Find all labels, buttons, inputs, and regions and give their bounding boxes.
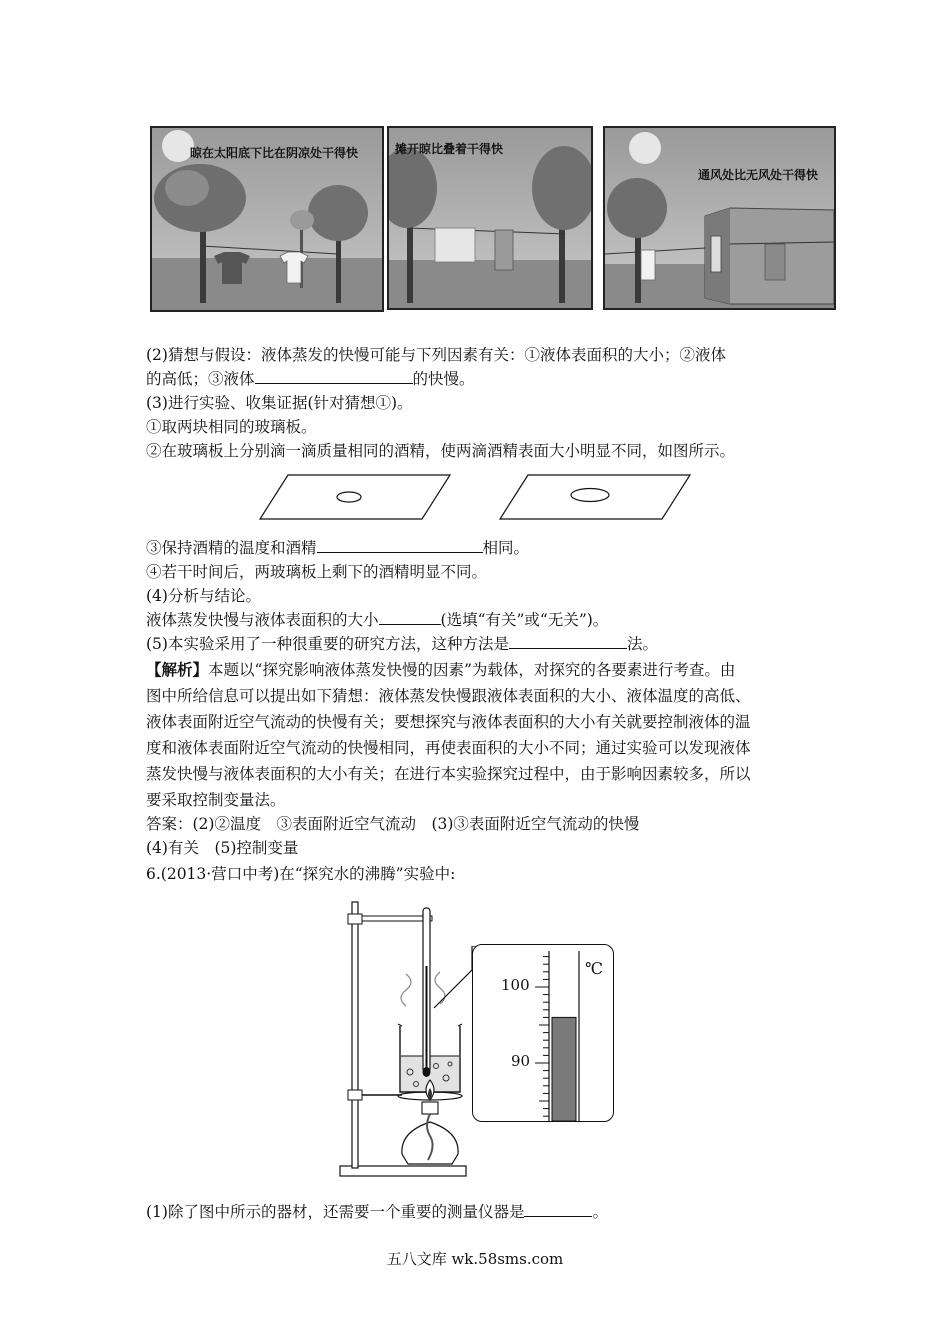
question-6-part-1: [146, 1200, 608, 1224]
hypothesis-line-2: [146, 367, 475, 391]
thermometer-tick-label-low: 90: [511, 1052, 531, 1070]
method-suffix: 法。: [626, 635, 658, 653]
question-6-part-1-prefix: (1)除了图中所示的器材，还需要一个重要的测量仪器是: [146, 1203, 525, 1221]
thermometer-unit: ℃: [585, 959, 603, 978]
step-3: [146, 536, 529, 560]
explanation-line-4: 度和液体表面附近空气流动的快慢相同，再使表面积的大小不同；通过实验可以发现液体: [146, 739, 751, 757]
glass-plates-figure: [258, 473, 698, 523]
stand-base: [340, 1166, 466, 1176]
panel-caption: 晾在太阳底下比在阴凉处干得快: [190, 146, 359, 160]
explanation-line-5: 蒸发快慢与液体表面积的大小有关；在进行本实验探究过程中，由于影响因素较多，所以: [146, 765, 751, 783]
explanation-text: 本题以“探究影响液体蒸发快慢的因素”为载体，对探究的各要素进行考查。由: [208, 661, 736, 679]
thermometer-scale-box: [472, 944, 614, 1122]
panel-windy-vs-still: [603, 126, 836, 310]
answer-blank-air-flow[interactable]: [317, 536, 483, 553]
answer-line-1: 答案：(2)②温度 ③表面附近空气流动 (3)③表面附近空气流动的快慢: [146, 815, 640, 833]
footer-watermark: 五八文库 wk.58sms.com: [386, 1250, 564, 1268]
panel-sun-vs-shade: [150, 126, 384, 312]
question-6-part-1-suffix: 。: [592, 1203, 608, 1221]
panel-caption: 通风处比无风处干得快: [698, 168, 819, 182]
alcohol-drop-small: [337, 492, 361, 502]
thermometer-clamp: [362, 916, 432, 921]
liquid-column: [552, 1017, 576, 1121]
panel-caption: 摊开晾比叠着干得快: [395, 142, 504, 156]
answer-blank-instrument[interactable]: [524, 1200, 592, 1217]
answer-blank-related[interactable]: [379, 608, 441, 625]
step-4: ④若干时间后，两玻璃板上剩下的酒精明显不同。: [146, 563, 488, 581]
conclusion-line: [146, 608, 608, 632]
answer-line-2: (4)有关 (5)控制变量: [146, 839, 299, 857]
step-3-prefix: ③保持酒精的温度和酒精: [146, 539, 317, 557]
explanation-line-1: [146, 658, 735, 682]
explanation-line-2: 图中所给信息可以提出如下猜想：液体蒸发快慢跟液体表面积的大小、液体温度的高低、: [146, 687, 751, 705]
alcohol-drop-large: [571, 489, 609, 502]
hypothesis-line-2-prefix: 的高低；③液体: [146, 370, 255, 388]
panel-windy-vs-still-illustration: [605, 128, 834, 308]
step-1: ①取两块相同的玻璃板。: [146, 418, 317, 436]
method-prefix: (5)本实验采用了一种很重要的研究方法，这种方法是: [146, 635, 509, 653]
sun-icon: [629, 132, 661, 164]
stand-rod: [352, 902, 358, 1168]
hypothesis-line-1: (2)猜想与假设：液体蒸发的快慢可能与下列因素有关：①液体表面积的大小；②液体: [146, 346, 726, 364]
boiling-apparatus-figure: [336, 896, 476, 1186]
conclusion-prefix: 液体蒸发快慢与液体表面积的大小: [146, 611, 379, 629]
step-3-suffix: 相同。: [482, 539, 530, 557]
glass-plate-large-drop: [500, 475, 690, 519]
method-line: [146, 632, 658, 656]
question-6-title: 6.(2013·营口中考)在“探究水的沸腾”实验中:: [146, 865, 456, 883]
answer-blank-method[interactable]: [509, 632, 627, 649]
panel-spread-vs-folded: [387, 126, 593, 310]
thermometer-tick-label-high: 100: [501, 976, 530, 994]
experiment-heading: (3)进行实验、收集证据(针对猜想①)。: [146, 394, 413, 412]
conclusion-suffix: (选填“有关”或“无关”)。: [440, 611, 609, 629]
step-2: ②在玻璃板上分别滴一滴质量相同的酒精，使两滴酒精表面大小明显不同，如图所示。: [146, 442, 736, 460]
glass-plate-small-drop: [260, 475, 450, 519]
hypothesis-line-2-suffix: 的快慢。: [412, 370, 475, 388]
analysis-heading: (4)分析与结论。: [146, 587, 261, 605]
explanation-line-6: 要采取控制变量法。: [146, 791, 286, 809]
explanation-line-3: 液体表面附近空气流动的快慢有关；要想探究与液体表面积的大小有关就要控制液体的温: [146, 713, 751, 731]
explanation-label: 【解析】: [146, 660, 209, 679]
answer-blank-liquid-factor[interactable]: [255, 367, 413, 384]
